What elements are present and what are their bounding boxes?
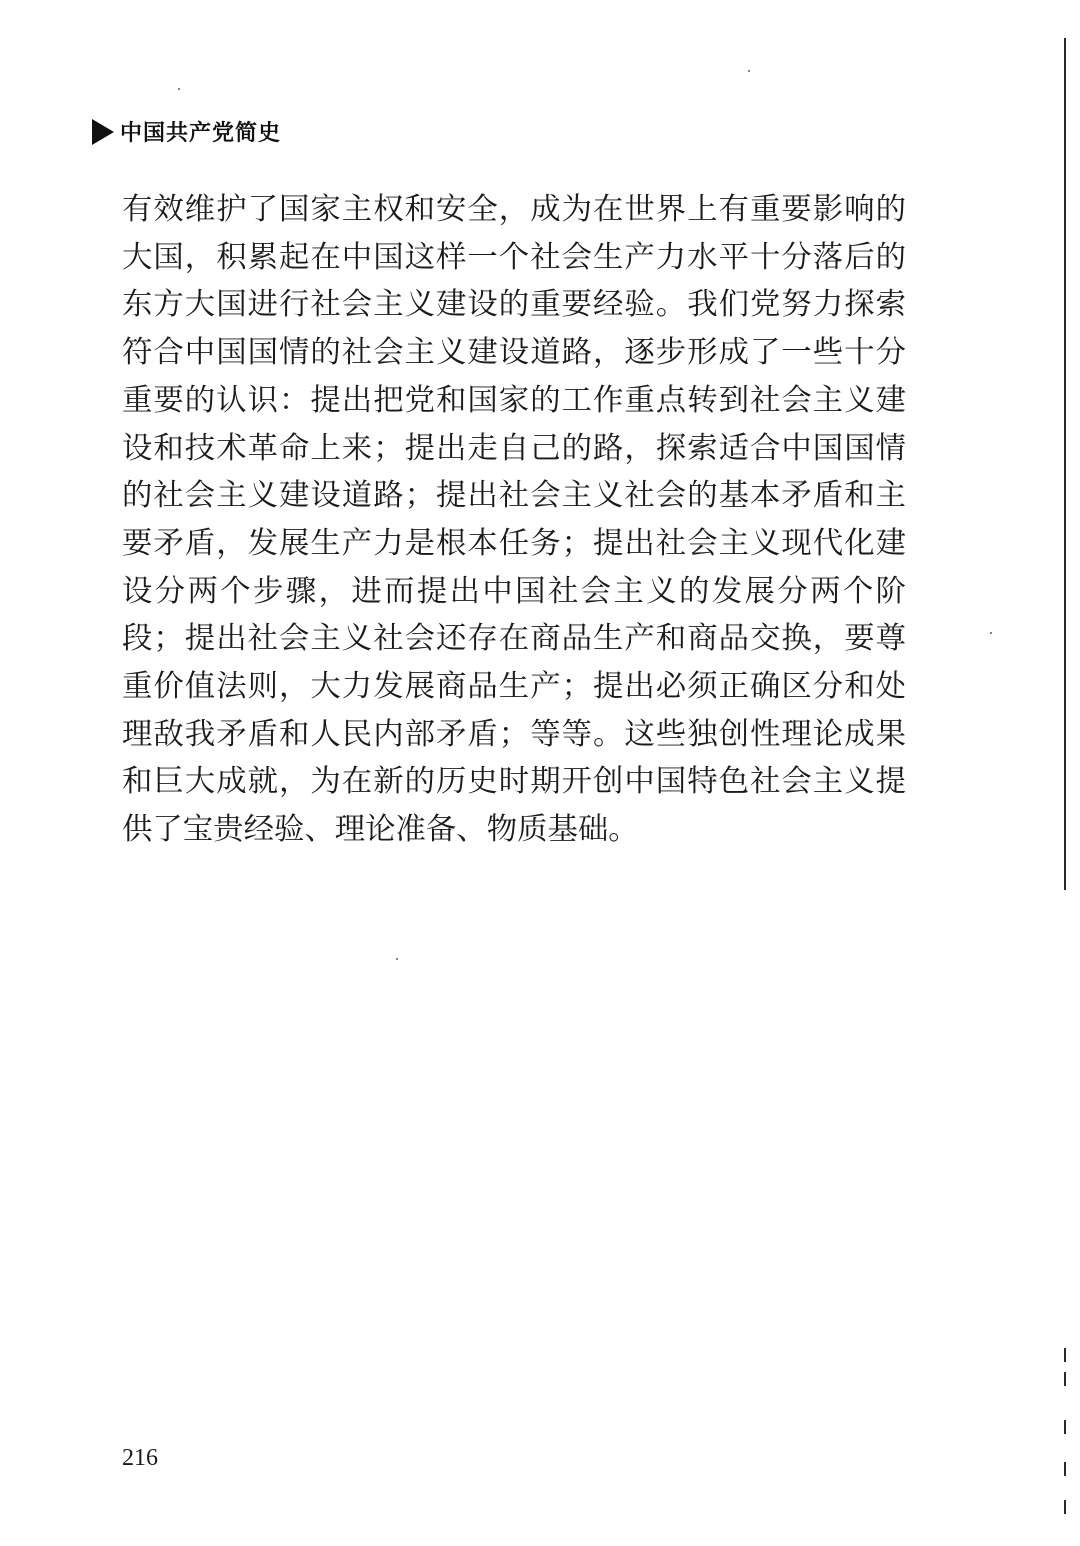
scan-edge-line bbox=[1064, 38, 1066, 890]
page-number: 216 bbox=[122, 1445, 158, 1471]
book-title: 中国共产党简史 bbox=[120, 121, 282, 146]
scan-edge-mark bbox=[1064, 1462, 1066, 1476]
scan-speck bbox=[396, 958, 398, 960]
triangle-arrow-icon bbox=[92, 119, 114, 145]
scan-edge-mark bbox=[1064, 1372, 1066, 1386]
scan-edge-mark bbox=[1064, 1420, 1066, 1434]
scan-edge-mark bbox=[1064, 1348, 1066, 1362]
scan-speck bbox=[748, 70, 750, 72]
scan-speck bbox=[178, 88, 180, 90]
body-paragraph: 有效维护了国家主权和安全，成为在世界上有重要影响的大国，积累起在中国这样一个社会生产力水平十分落后的东方大国进行社会主义建设的重要经验。我们党努力探索符合中国国情的社会主义建设道路，逐步形成了一些十分重要的认识：提出把党和国家的工作重点转到社会主义建设和技术革命上来；提出走自己的路，探索适合中国国情的社会主义建设道路；提出社会主义社会的基本矛盾和主要矛盾，发展生产力是根本任务；提出社会主义现代化建设分两个步骤，进而提出中国社会主义的发展分两个阶段；提出社会主义社会还存在商品生产和商品交换，要尊重价值法则，大力发展商品生产；提出必须正确区分和处理敌我矛盾和人民内部矛盾；等等。这些独创性理论成果和巨大成就，为在新的历史时期开创中国特色社会主义提供了宝贵经验、理论准备、物质基础。 bbox=[122, 192, 906, 848]
running-header bbox=[92, 116, 281, 147]
scan-speck bbox=[990, 632, 992, 634]
scan-edge-mark bbox=[1064, 1500, 1066, 1514]
